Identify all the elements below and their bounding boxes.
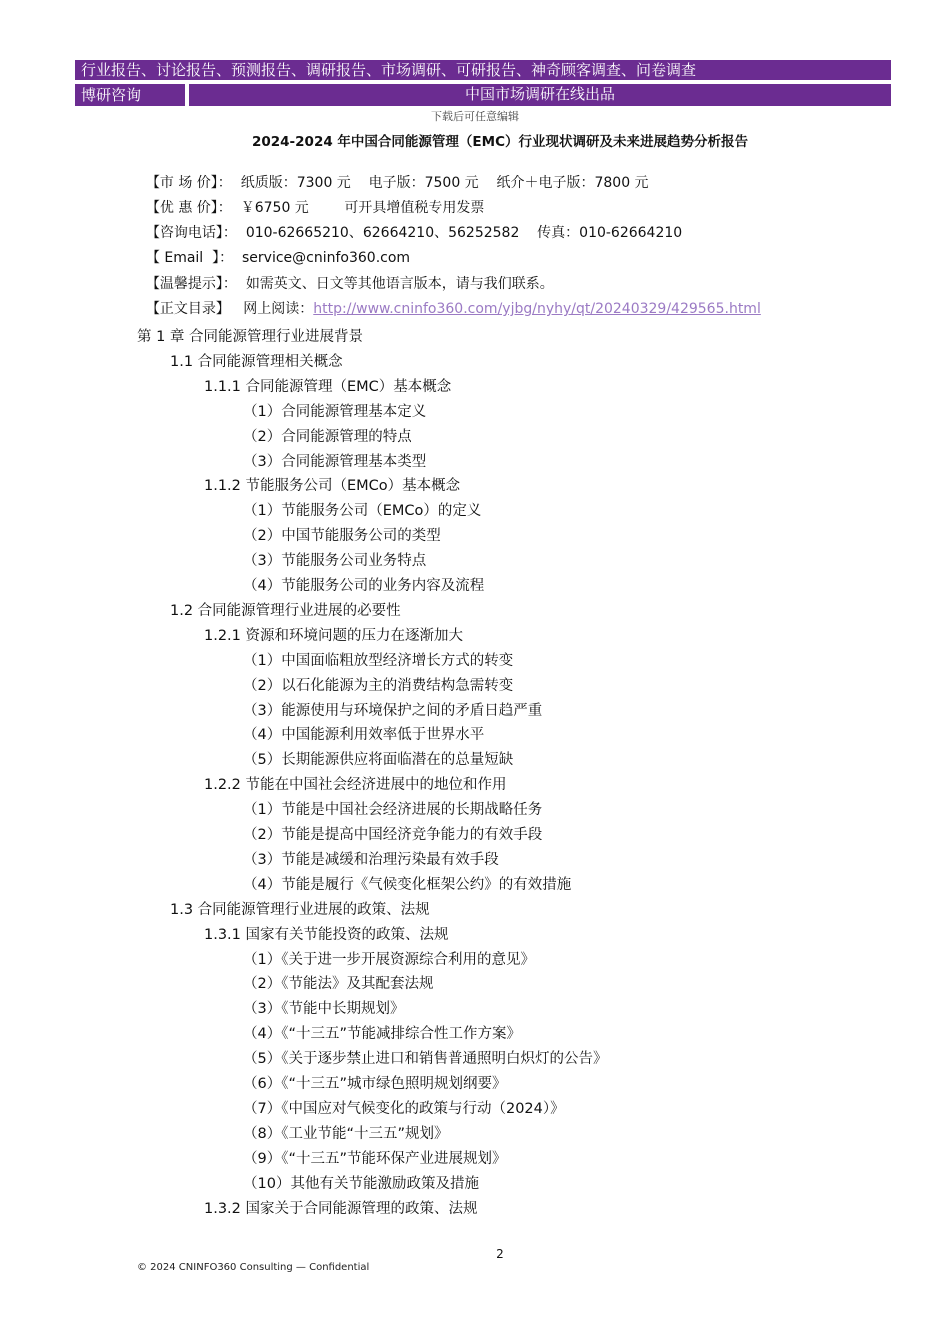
- toc-label: 【正文目录】: [145, 301, 230, 317]
- company-name: 博研咨询: [75, 84, 185, 106]
- toc-entry: 1.2.2 节能在中国社会经济进展中的地位和作用: [204, 777, 507, 794]
- toc-entry: （2）节能是提高中国经济竞争能力的有效手段: [243, 827, 543, 843]
- header-services-band: 行业报告、讨论报告、预测报告、调研报告、市场调研、可研报告、神奇顾客调查、问卷调查: [75, 60, 891, 80]
- toc-entry: （8）《工业节能“十三五”规划》: [243, 1125, 449, 1142]
- toc-entry: （9）《“十三五”节能环保产业进展规划》: [243, 1150, 507, 1167]
- toc-entry: （5）《关于逐步禁止进口和销售普通照明白炽灯的公告》: [243, 1051, 608, 1068]
- editable-note: 下载后可任意编辑: [431, 110, 519, 123]
- toc-entry: （3）《节能中长期规划》: [243, 1001, 405, 1018]
- toc-entry: （4）中国能源利用效率低于世界水平: [243, 727, 485, 744]
- page-number: 2: [496, 1247, 504, 1261]
- toc-entry: （3）合同能源管理基本类型: [243, 453, 427, 470]
- toc-link-row: [137, 279, 761, 319]
- online-reading-link[interactable]: http://www.cninfo360.com/yjbg/nyhy/qt/20240329/429565.html: [313, 301, 761, 317]
- phone-value: 010-62665210、62664210、56252582 传真：010-62664210: [245, 225, 683, 241]
- toc-entry: （6）《“十三五”城市绿色照明规划纲要》: [243, 1076, 507, 1092]
- toc-entry: （2）合同能源管理的特点: [243, 428, 412, 445]
- toc-entry: 第 1 章 合同能源管理行业进展背景: [137, 329, 364, 345]
- toc-entry: （4）节能是履行《气候变化框架公约》的有效措施: [243, 876, 572, 893]
- toc-entry: （2）中国节能服务公司的类型: [243, 528, 441, 545]
- toc-entry: 1.2.1 资源和环境问题的压力在逐渐加大: [204, 627, 464, 644]
- toc-entry: （1）节能服务公司（EMCo）的定义: [243, 503, 482, 520]
- toc-entry: （1）《关于进一步开展资源综合利用的意见》: [243, 951, 535, 968]
- toc-entry: 1.3.1 国家有关节能投资的政策、法规: [204, 926, 449, 943]
- toc-entry: （1）中国面临粗放型经济增长方式的转变: [243, 652, 514, 669]
- price-label: 【市 场 价】：: [145, 175, 232, 191]
- toc-entry: （3）能源使用与环境保护之间的矛盾日趋严重: [243, 702, 543, 719]
- toc-entry: 1.3 合同能源管理行业进展的政策、法规: [170, 901, 430, 918]
- toc-entry: 1.1.1 合同能源管理（EMC）基本概念: [204, 378, 452, 395]
- tip-label: 【温馨提示】：: [145, 276, 237, 292]
- toc-entry: 1.3.2 国家关于合同能源管理的政策、法规: [204, 1200, 478, 1217]
- toc-entry: （2）《节能法》及其配套法规: [243, 976, 434, 993]
- toc-entry: （4）节能服务公司的业务内容及流程: [243, 578, 485, 594]
- toc-entry: （7）《中国应对气候变化的政策与行动（2024）》: [243, 1100, 565, 1117]
- header-slogan: 中国市场调研在线出品: [189, 84, 891, 106]
- footer-copyright: © 2024 CNINFO360 Consulting — Confidential: [137, 1262, 370, 1273]
- toc-entry: （4）《“十三五”节能减排综合性工作方案》: [243, 1026, 521, 1043]
- email-label: 【 Email 】：: [145, 250, 234, 266]
- toc-entry: （3）节能服务公司业务特点: [243, 553, 427, 570]
- email-value: service@cninfo360.com: [242, 250, 411, 266]
- price-value: 纸质版：7300 元 电子版：7500 元 纸介＋电子版：7800 元: [240, 175, 649, 191]
- toc-entry: （1）节能是中国社会经济进展的长期战略任务: [243, 802, 543, 819]
- discount-label: 【优 惠 价】：: [145, 200, 232, 216]
- toc-entry: 1.1.2 节能服务公司（EMCo）基本概念: [204, 478, 461, 495]
- toc-entry: （2）以石化能源为主的消费结构急需转变: [243, 677, 514, 694]
- toc-entry: （5）长期能源供应将面临潜在的总量短缺: [243, 752, 514, 769]
- report-title: 2024-2024 年中国合同能源管理（EMC）行业现状调研及未来进展趋势分析报告: [251, 134, 748, 150]
- toc-entry: （10）其他有关节能激励政策及措施: [243, 1175, 479, 1192]
- discount-value: ￥6750 元 可开具增值税专用发票: [240, 200, 485, 216]
- toc-prefix: 网上阅读：: [243, 301, 314, 317]
- toc-entry: （3）节能是减缓和治理污染最有效手段: [243, 851, 499, 868]
- tip-value: 如需英文、日文等其他语言版本，请与我们联系。: [245, 276, 554, 292]
- toc-entry: 1.2 合同能源管理行业进展的必要性: [170, 602, 401, 619]
- toc-entry: （1）合同能源管理基本定义: [243, 403, 427, 420]
- phone-label: 【咨询电话】：: [145, 225, 237, 241]
- toc-entry: 1.1 合同能源管理相关概念: [170, 353, 343, 370]
